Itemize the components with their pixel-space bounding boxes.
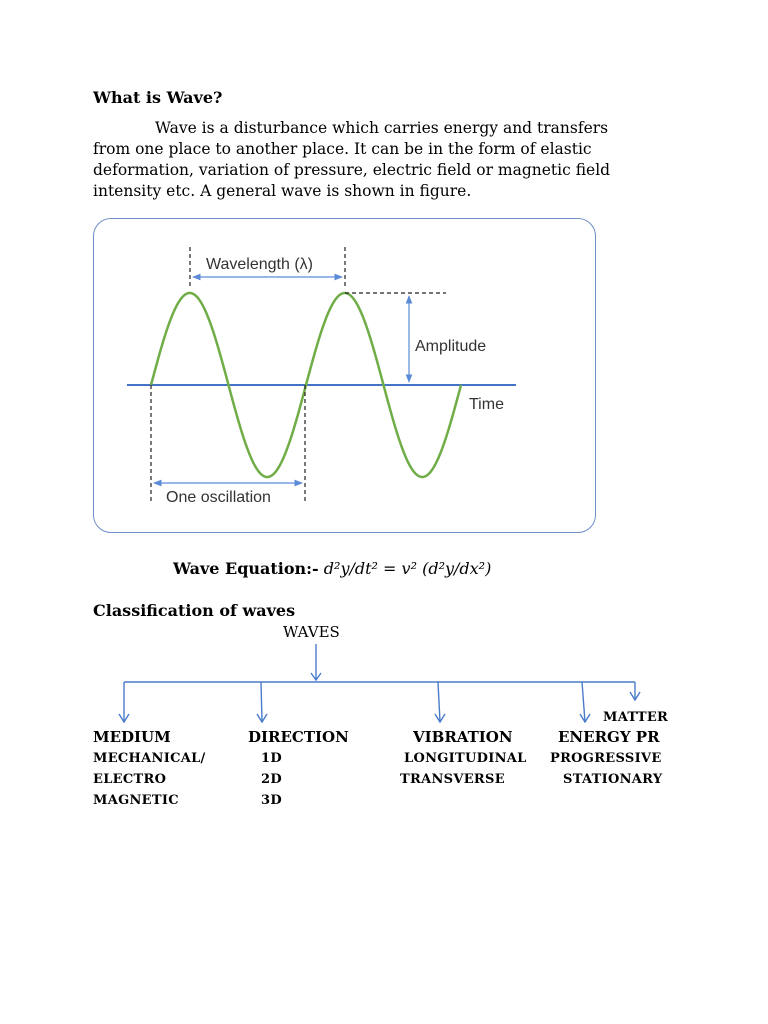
section-title-what-is-wave: What is Wave? — [93, 88, 223, 107]
paragraph-line: from one place to another place. It can be in the form of elastic — [93, 140, 592, 158]
classification-title: Classification of waves — [93, 601, 296, 620]
wavelength-label: Wavelength (λ) — [206, 256, 313, 273]
wave-equation-label: Wave Equation:- — [173, 559, 319, 578]
wave-equation-rhs: v² (d²y/dx²) — [401, 559, 492, 578]
oscillation-label: One oscillation — [166, 489, 271, 506]
direction-item: 1D — [261, 751, 282, 766]
category-vibration: VIBRATION — [413, 728, 513, 746]
medium-item: MECHANICAL/ — [93, 751, 206, 766]
amplitude-label: Amplitude — [415, 338, 487, 355]
direction-item: 3D — [261, 793, 282, 808]
wave-diagram — [94, 219, 597, 534]
wave-equation-equals: = — [377, 559, 402, 578]
paragraph-line: deformation, variation of pressure, electric field or magnetic field — [93, 161, 611, 179]
category-direction: DIRECTION — [248, 728, 349, 746]
category-medium: MEDIUM — [93, 728, 171, 746]
medium-item: MAGNETIC — [93, 793, 179, 808]
category-energy: ENERGY PR — [558, 728, 660, 746]
time-label: Time — [469, 396, 504, 413]
vibration-item: LONGITUDINAL — [404, 751, 527, 766]
paragraph-line: intensity etc. A general wave is shown in figure. — [93, 182, 472, 200]
branch-energy — [582, 682, 585, 722]
matter-label: MATTER — [603, 710, 669, 725]
branch-vibration — [438, 682, 440, 722]
energy-item: STATIONARY — [563, 772, 663, 787]
branch-direction — [261, 682, 262, 722]
wave-equation — [173, 559, 491, 578]
wave-equation-lhs: d²y/dt² — [323, 559, 378, 578]
wave-figure — [93, 218, 596, 533]
direction-item: 2D — [261, 772, 282, 787]
medium-item: ELECTRO — [93, 772, 167, 787]
tree-root-waves: WAVES — [283, 623, 340, 641]
wave-definition-paragraph — [93, 118, 675, 202]
vibration-item: TRANSVERSE — [400, 772, 505, 787]
energy-item: PROGRESSIVE — [550, 751, 662, 766]
paragraph-line: Wave is a disturbance which carries energy and transfers — [155, 119, 609, 137]
